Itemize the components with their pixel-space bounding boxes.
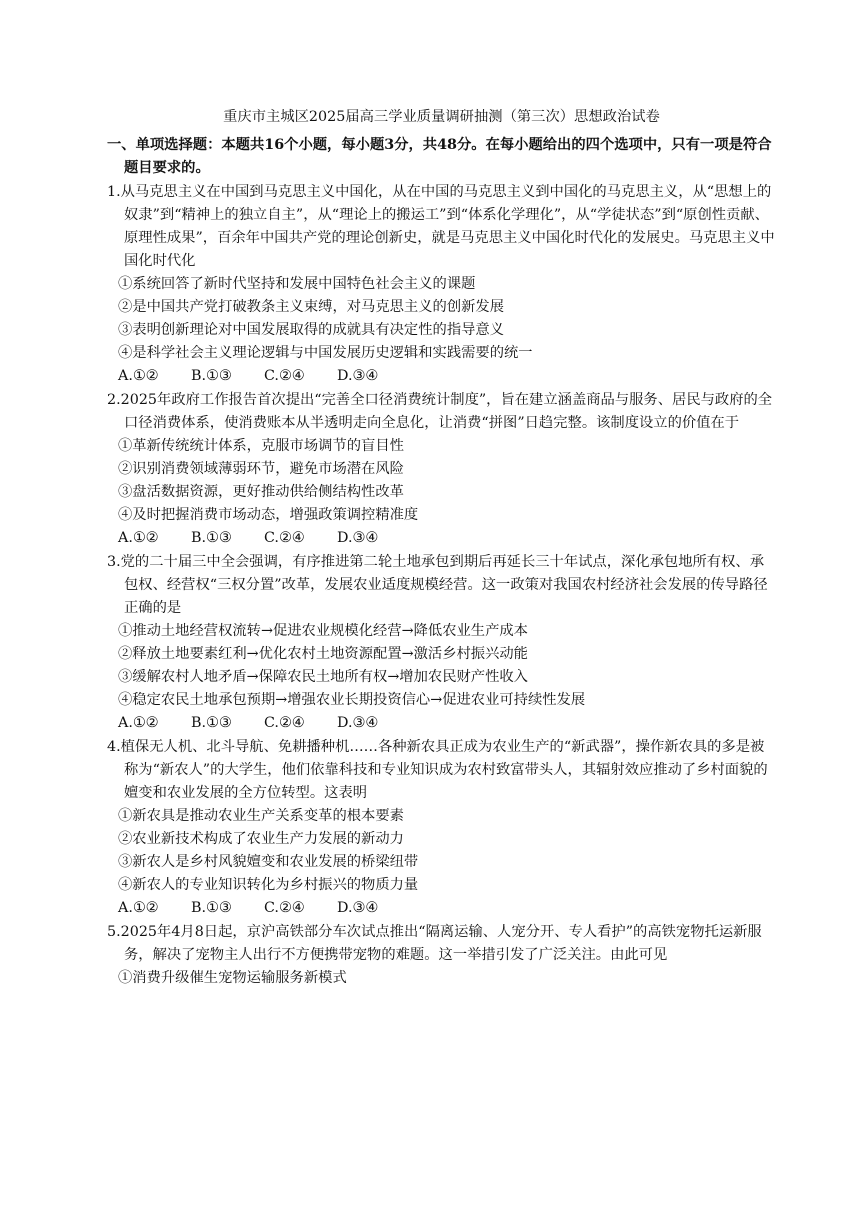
answer-choice-b: B.①③: [191, 715, 232, 731]
answer-choice-d: D.③④: [337, 368, 379, 384]
option-statement: ④新农人的专业知识转化为乡村振兴的物质力量: [118, 877, 419, 893]
exam-title: 重庆市主城区2025届高三学业质量调研抽测（第三次）思想政治试卷: [223, 109, 660, 125]
answer-choice-a: A.①②: [118, 530, 159, 546]
option-statement: ②是中国共产党打破教条主义束缚，对马克思主义的创新发展: [118, 299, 505, 315]
answer-choice-c: C.②④: [264, 530, 305, 546]
answer-choice-b: B.①③: [191, 368, 232, 384]
answer-choices: [107, 712, 776, 735]
answer-choice-d: D.③④: [337, 900, 379, 916]
answer-choice-a: A.①②: [118, 368, 159, 384]
option-statement: ①革新传统统计体系，克服市场调节的盲目性: [118, 438, 404, 454]
question-5: [107, 921, 776, 990]
question-stem: 2.2025年政府工作报告首次提出“完善全口径消费统计制度”，旨在建立涵盖商品与服务、居民与政府的全口径消费体系，使消费账本从半透明走向全息化，让消费“拼图”日趋完整。该制度设立的价值在于: [107, 392, 773, 431]
answer-choice-a: A.①②: [118, 900, 159, 916]
option-statement: ④是科学社会主义理论逻辑与中国发展历史逻辑和实践需要的统一: [118, 345, 533, 361]
option-statement: ④及时把握消费市场动态，增强政策调控精准度: [118, 507, 419, 523]
option-statement: ①消费升级催生宠物运输服务新模式: [118, 970, 347, 986]
question-stem: 5.2025年4月8日起，京沪高铁部分车次试点推出“隔离运输、人宠分开、专人看护”的高铁宠物托运新服务，解决了宠物主人出行不方便携带宠物的难题。这一举措引发了广泛关注。由此可见: [107, 924, 762, 963]
answer-choice-c: C.②④: [264, 900, 305, 916]
question-1: [107, 181, 776, 388]
question-3: [107, 551, 776, 735]
option-statement: ④稳定农民土地承包预期→增强农业长期投资信心→促进农业可持续性发展: [118, 692, 586, 708]
question-stem: 3.党的二十届三中全会强调，有序推进第二轮土地承包到期后再延长三十年试点，深化承包地所有权、承包权、经营权“三权分置”改革，发展农业适度规模经营。这一政策对我国农村经济社会发展的传导路径正确的是: [107, 554, 768, 616]
option-statement: ①推动土地经营权流转→促进农业规模化经营→降低农业生产成本: [118, 623, 528, 639]
answer-choice-d: D.③④: [337, 715, 379, 731]
question-stem: 4.植保无人机、北斗导航、免耕播种机……各种新农具正成为农业生产的“新武器”，操作新农具的多是被称为“新农人”的大学生，他们依靠科技和专业知识成为农村致富带头人，其辐射效应推动了乡村面貌的嬗变和农业发展的全方位转型。这表明: [107, 739, 768, 801]
option-statement: ③表明创新理论对中国发展取得的成就具有决定性的指导意义: [118, 322, 505, 338]
answer-choice-b: B.①③: [191, 900, 232, 916]
answer-choice-c: C.②④: [264, 715, 305, 731]
option-statement: ②释放土地要素红利→优化农村土地资源配置→激活乡村振兴动能: [118, 646, 528, 662]
question-2: [107, 389, 776, 550]
option-statement: ①系统回答了新时代坚持和发展中国特色社会主义的课题: [118, 276, 476, 292]
option-statement: ③缓解农村人地矛盾→保障农民土地所有权→增加农民财产性收入: [118, 669, 528, 685]
answer-choice-c: C.②④: [264, 368, 305, 384]
answer-choice-b: B.①③: [191, 530, 232, 546]
answer-choices: [107, 897, 776, 920]
answer-choice-d: D.③④: [337, 530, 379, 546]
option-statement: ③盘活数据资源，更好推动供给侧结构性改革: [118, 484, 404, 500]
section-heading: 一、单项选择题：本题共16个小题，每小题3分，共48分。在每小题给出的四个选项中，只有一项是符合题目要求的。: [107, 137, 772, 176]
question-4: [107, 736, 776, 920]
answer-choices: [107, 527, 776, 550]
option-statement: ②农业新技术构成了农业生产力发展的新动力: [118, 831, 404, 847]
question-stem: 1.从马克思主义在中国到马克思主义中国化，从在中国的马克思主义到中国化的马克思主义，从“思想上的奴隶”到“精神上的独立自主”，从“理论上的搬运工”到“体系化学理化”，从“学徒状态”到“原创性贡献、原理性成果”，百余年中国共产党的理论创新史，就是马克思主义中国化时代化的发展史。马克思主义中国化时代化: [107, 184, 775, 269]
answer-choice-a: A.①②: [118, 715, 159, 731]
option-statement: ③新农人是乡村风貌嬗变和农业发展的桥梁纽带: [118, 854, 419, 870]
option-statement: ②识别消费领域薄弱环节，避免市场潜在风险: [118, 461, 404, 477]
answer-choices: [107, 365, 776, 388]
option-statement: ①新农具是推动农业生产关系变革的根本要素: [118, 808, 404, 824]
